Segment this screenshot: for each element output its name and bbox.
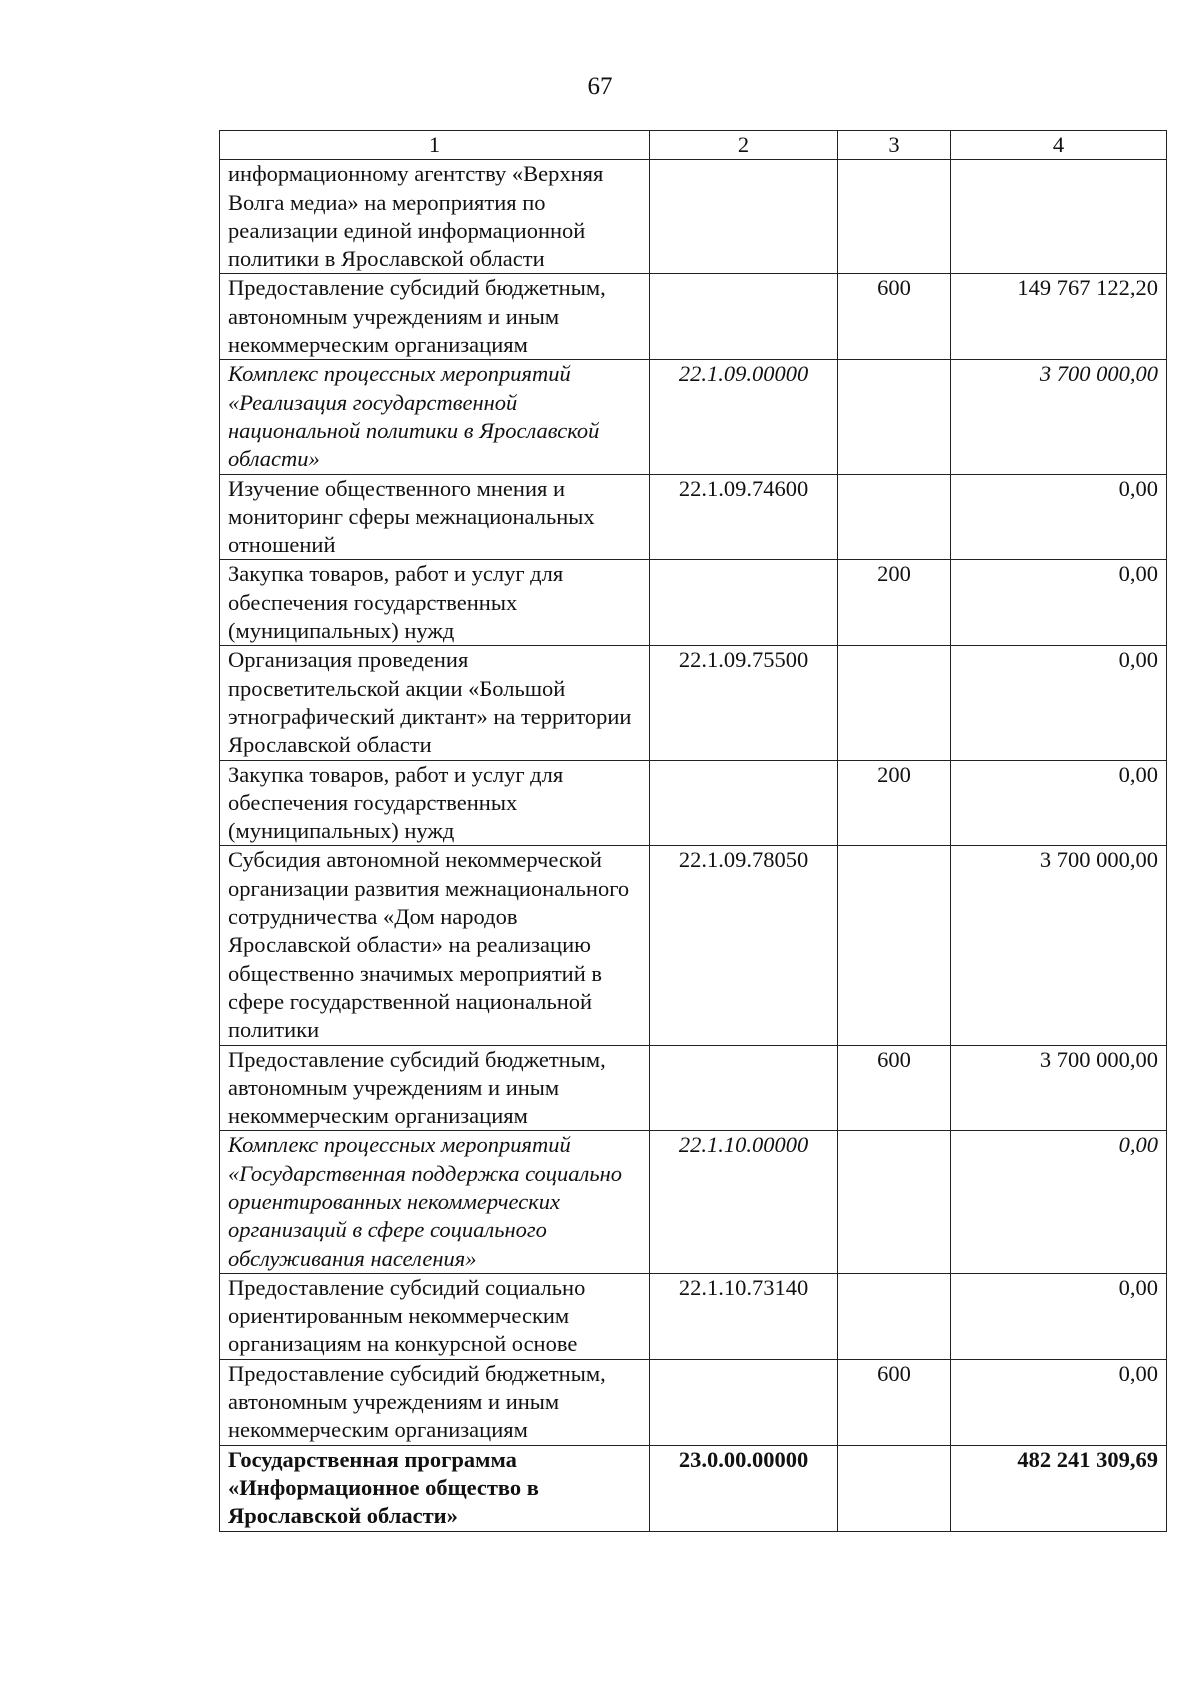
row-code-cell bbox=[650, 1045, 838, 1131]
row-code-cell bbox=[650, 560, 838, 646]
row-code-cell bbox=[650, 760, 838, 846]
row-amount-cell: 0,00 bbox=[951, 1131, 1167, 1273]
row-code-cell: 22.1.10.73140 bbox=[650, 1273, 838, 1359]
row-expense-type-cell: 600 bbox=[838, 274, 951, 360]
table-row bbox=[220, 760, 1167, 846]
row-code-cell bbox=[650, 1359, 838, 1445]
row-code-cell bbox=[650, 274, 838, 360]
row-amount-cell: 149 767 122,20 bbox=[951, 274, 1167, 360]
row-amount-cell: 0,00 bbox=[951, 560, 1167, 646]
row-expense-type-cell: 600 bbox=[838, 1045, 951, 1131]
row-name-cell: Комплекс процессных мероприятий «Государственная поддержка социально ориентированных некоммерческих организаций в сфере социального обслуживания населения» bbox=[220, 1131, 650, 1273]
row-name-cell: информационному агентству «Верхняя Волга медиа» на мероприятия по реализации единой информационной политики в Ярославской области bbox=[220, 160, 650, 274]
table-row bbox=[220, 1045, 1167, 1131]
row-expense-type-cell bbox=[838, 646, 951, 760]
table-row bbox=[220, 846, 1167, 1045]
row-expense-type-cell bbox=[838, 1131, 951, 1273]
row-expense-type-cell bbox=[838, 474, 951, 560]
row-code-cell: 22.1.09.75500 bbox=[650, 646, 838, 760]
row-expense-type-cell bbox=[838, 1445, 951, 1531]
row-name-cell: Комплекс процессных мероприятий «Реализация государственной национальной политики в Ярославской области» bbox=[220, 360, 650, 474]
row-expense-type-cell: 200 bbox=[838, 760, 951, 846]
row-amount-cell: 0,00 bbox=[951, 760, 1167, 846]
row-name-cell: Государственная программа «Информационное общество в Ярославской области» bbox=[220, 1445, 650, 1531]
row-name-cell: Предоставление субсидий бюджетным, автономным учреждениям и иным некоммерческим организациям bbox=[220, 274, 650, 360]
row-code-cell: 22.1.10.00000 bbox=[650, 1131, 838, 1273]
row-amount-cell: 0,00 bbox=[951, 1273, 1167, 1359]
row-expense-type-cell bbox=[838, 1273, 951, 1359]
table-row bbox=[220, 560, 1167, 646]
row-expense-type-cell: 600 bbox=[838, 1359, 951, 1445]
row-amount-cell: 3 700 000,00 bbox=[951, 1045, 1167, 1131]
row-name-cell: Предоставление субсидий бюджетным, автономным учреждениям и иным некоммерческим организациям bbox=[220, 1045, 650, 1131]
row-expense-type-cell bbox=[838, 360, 951, 474]
row-code-cell bbox=[650, 160, 838, 274]
row-code-cell: 22.1.09.78050 bbox=[650, 846, 838, 1045]
row-name-cell: Предоставление субсидий бюджетным, автономным учреждениям и иным некоммерческим организациям bbox=[220, 1359, 650, 1445]
row-expense-type-cell bbox=[838, 160, 951, 274]
table-row bbox=[220, 160, 1167, 274]
page-number: 67 bbox=[587, 73, 613, 100]
row-amount-cell: 3 700 000,00 bbox=[951, 360, 1167, 474]
row-amount-cell: 0,00 bbox=[951, 646, 1167, 760]
table-row bbox=[220, 1131, 1167, 1273]
header-cell-2: 2 bbox=[650, 131, 838, 160]
row-name-cell: Предоставление субсидий социально ориентированным некоммерческим организациям на конкурсной основе bbox=[220, 1273, 650, 1359]
row-name-cell: Закупка товаров, работ и услуг для обеспечения государственных (муниципальных) нужд bbox=[220, 560, 650, 646]
row-name-cell: Организация проведения просветительской акции «Большой этнографический диктант» на территории Ярославской области bbox=[220, 646, 650, 760]
table-body bbox=[220, 131, 1167, 1532]
row-amount-cell: 482 241 309,69 bbox=[951, 1445, 1167, 1531]
row-name-cell: Субсидия автономной некоммерческой организации развития межнационального сотрудничества «Дом народов Ярославской области» на реализацию общественно значимых мероприятий в сфере государственной национальной политики bbox=[220, 846, 650, 1045]
row-name-cell: Закупка товаров, работ и услуг для обеспечения государственных (муниципальных) нужд bbox=[220, 760, 650, 846]
table-row bbox=[220, 360, 1167, 474]
row-code-cell: 22.1.09.00000 bbox=[650, 360, 838, 474]
row-amount-cell: 0,00 bbox=[951, 474, 1167, 560]
header-cell-3: 3 bbox=[838, 131, 951, 160]
table-row bbox=[220, 646, 1167, 760]
table-row bbox=[220, 474, 1167, 560]
row-expense-type-cell: 200 bbox=[838, 560, 951, 646]
table-header-row bbox=[220, 131, 1167, 160]
row-amount-cell bbox=[951, 160, 1167, 274]
row-amount-cell: 0,00 bbox=[951, 1359, 1167, 1445]
table-row bbox=[220, 1273, 1167, 1359]
budget-table bbox=[219, 130, 1167, 1532]
table-row bbox=[220, 1445, 1167, 1531]
row-code-cell: 22.1.09.74600 bbox=[650, 474, 838, 560]
table-row bbox=[220, 1359, 1167, 1445]
header-cell-4: 4 bbox=[951, 131, 1167, 160]
row-code-cell: 23.0.00.00000 bbox=[650, 1445, 838, 1531]
row-amount-cell: 3 700 000,00 bbox=[951, 846, 1167, 1045]
row-name-cell: Изучение общественного мнения и мониторинг сферы межнациональных отношений bbox=[220, 474, 650, 560]
table-row bbox=[220, 274, 1167, 360]
header-cell-1: 1 bbox=[220, 131, 650, 160]
row-expense-type-cell bbox=[838, 846, 951, 1045]
